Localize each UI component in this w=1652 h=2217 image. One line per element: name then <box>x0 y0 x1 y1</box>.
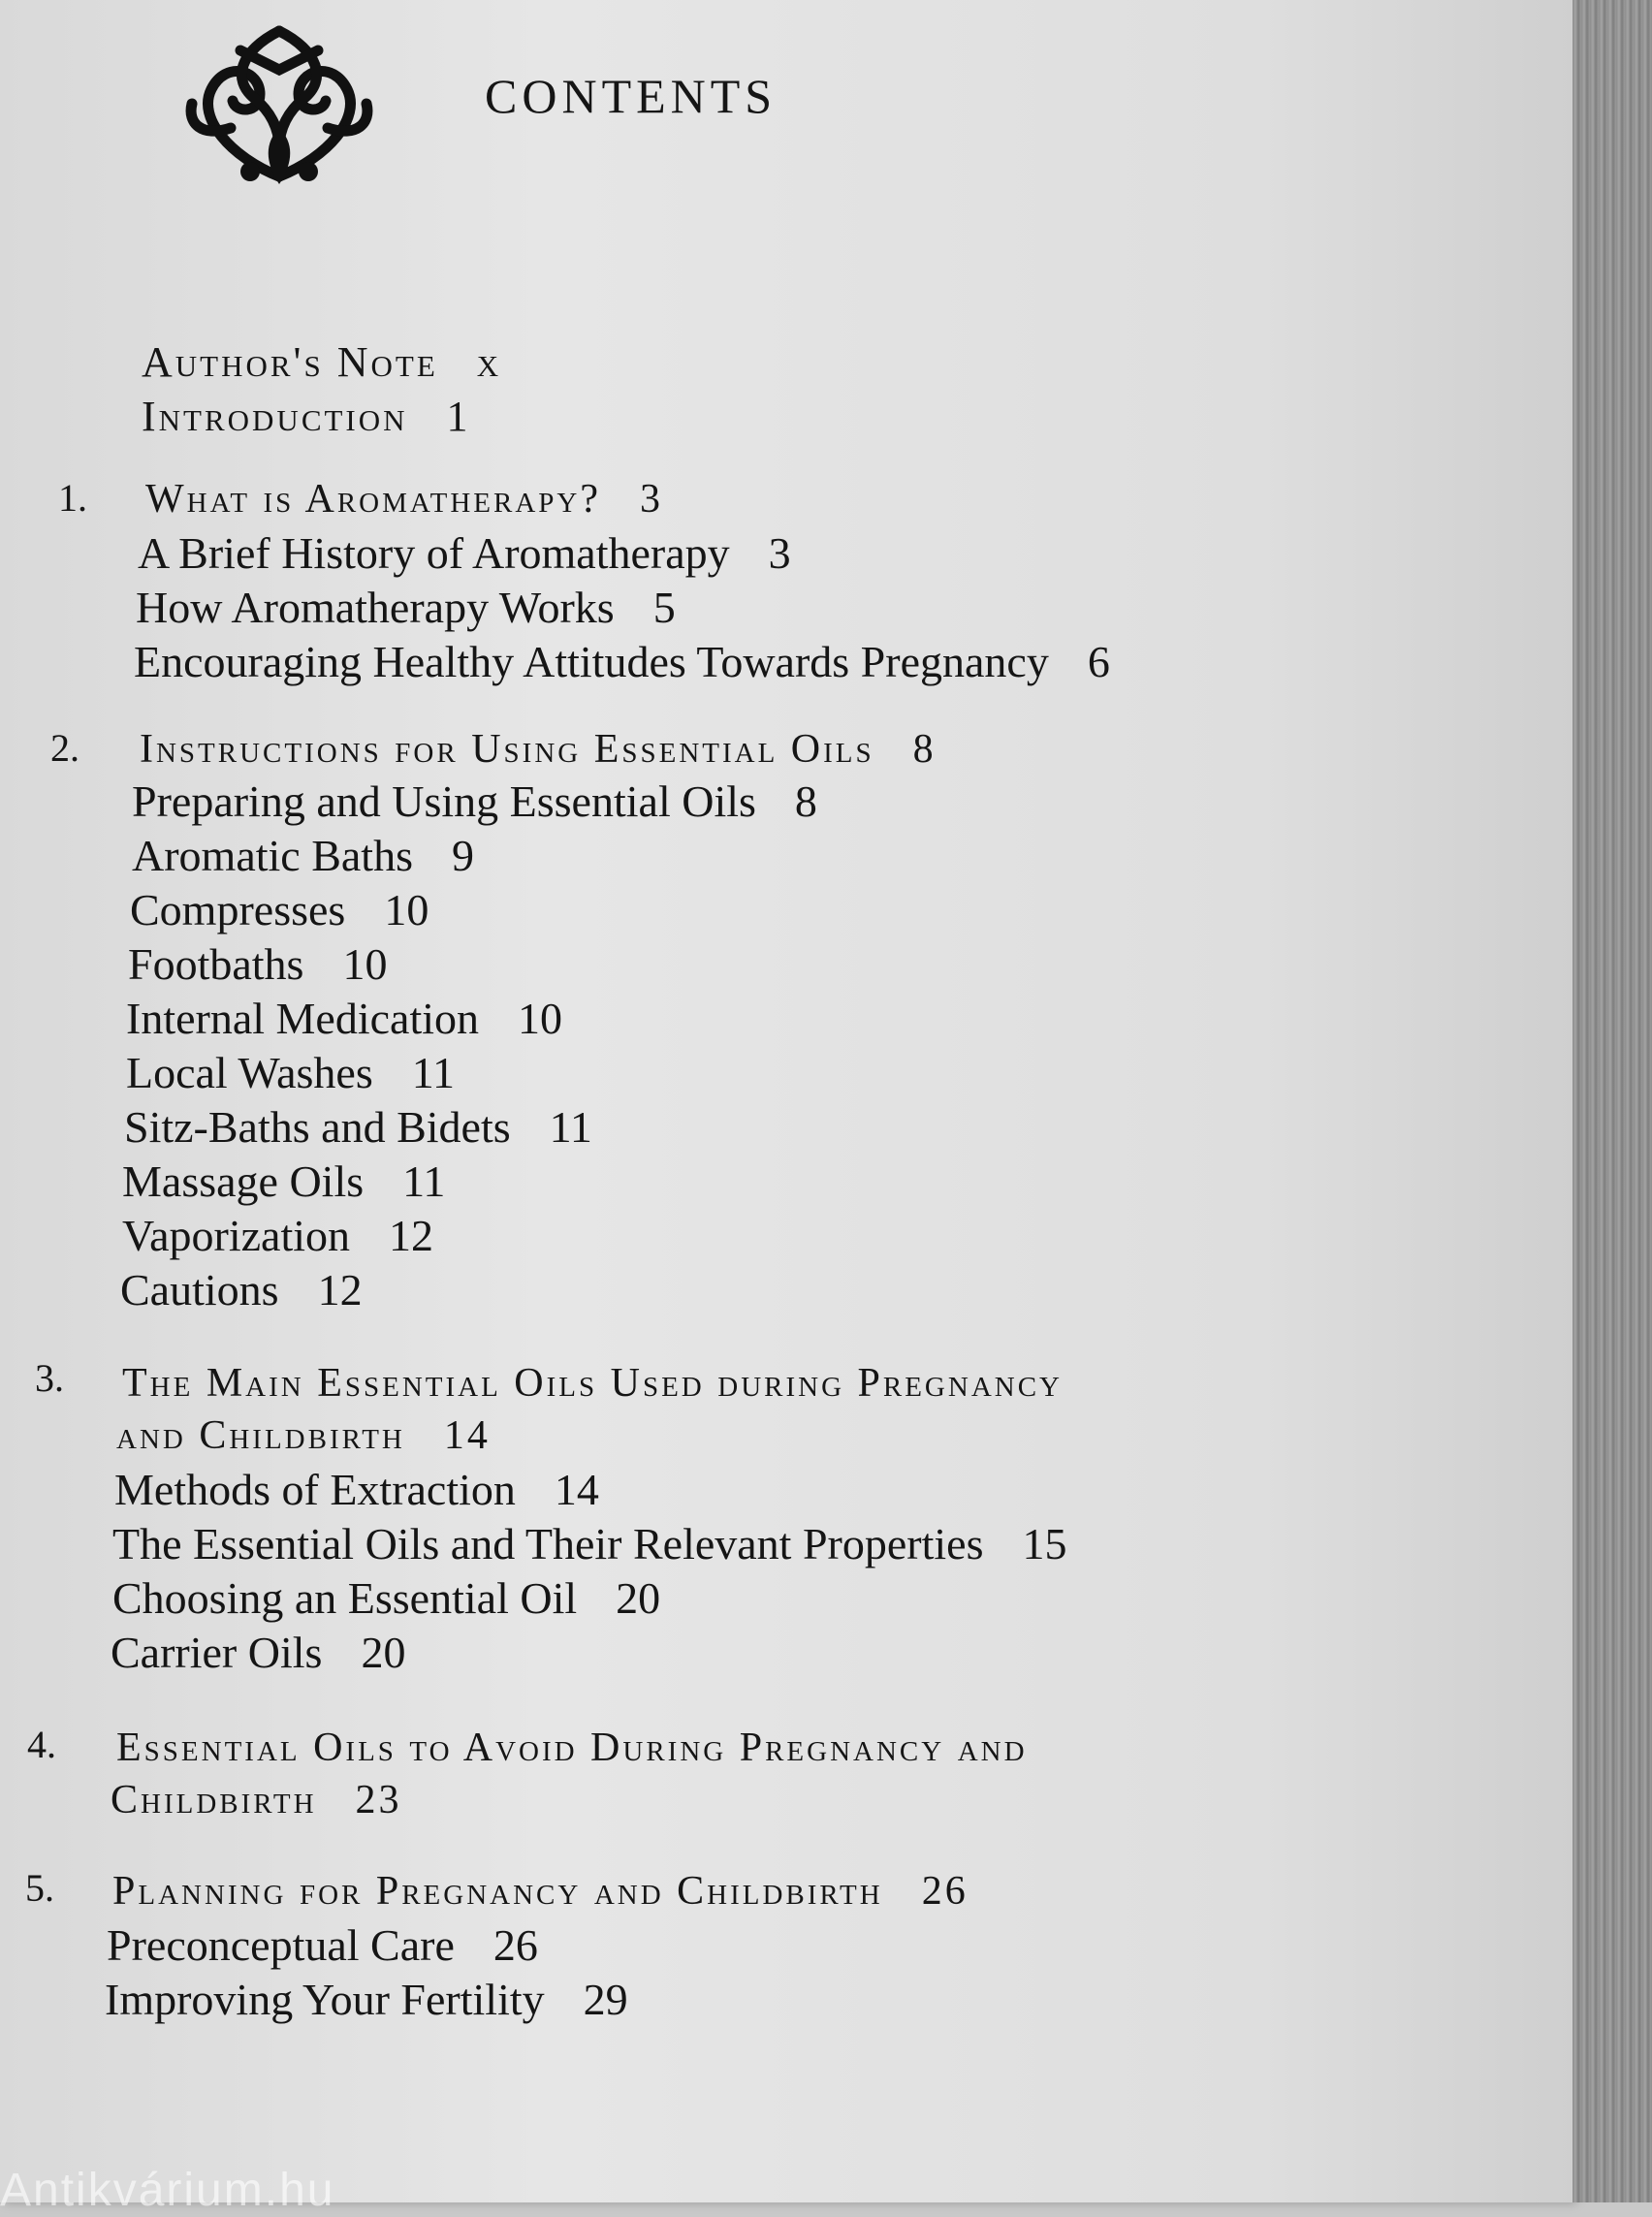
chapter-page: 8 <box>912 727 937 772</box>
chapter-title-line2: Childbirth <box>111 1778 317 1822</box>
toc-section <box>132 776 817 827</box>
toc-section <box>132 830 474 881</box>
toc-section <box>138 527 791 579</box>
toc-section <box>124 1101 592 1153</box>
section-title: Methods of Extraction <box>114 1465 516 1514</box>
toc-entry-authors-note <box>142 337 501 387</box>
section-title: Preparing and Using Essential Oils <box>132 776 756 826</box>
chapter-title-line2-row <box>111 1774 1028 1826</box>
section-page: 15 <box>1022 1519 1067 1568</box>
section-title: Cautions <box>120 1265 279 1314</box>
chapter-title <box>140 723 937 776</box>
section-title: Choosing an Essential Oil <box>112 1573 578 1623</box>
toc-entry-introduction <box>142 392 471 441</box>
section-title: Encouraging Healthy Attitudes Towards Pregnancy <box>134 637 1049 686</box>
chapter-page: 3 <box>640 477 663 522</box>
section-title: Improving Your Fertility <box>105 1975 545 2024</box>
toc-section <box>114 1464 599 1515</box>
section-title: Carrier Oils <box>111 1628 323 1677</box>
section-title: The Essential Oils and Their Relevant Properties <box>112 1519 984 1568</box>
page-title: CONTENTS <box>485 69 778 123</box>
chapter-title <box>111 1722 1028 1826</box>
section-page: 12 <box>317 1265 363 1314</box>
section-page: 11 <box>402 1156 446 1206</box>
section-title: Sitz-Baths and Bidets <box>124 1102 511 1152</box>
section-page: 11 <box>549 1102 592 1152</box>
toc-section <box>128 938 387 990</box>
toc-section <box>112 1518 1066 1569</box>
section-title: Massage Oils <box>122 1156 365 1206</box>
toc-section <box>130 884 429 935</box>
section-page: 8 <box>794 776 817 826</box>
section-page: 9 <box>452 831 474 880</box>
entry-page: 1 <box>446 393 471 440</box>
section-page: 12 <box>389 1211 434 1260</box>
section-page: 20 <box>616 1573 661 1623</box>
toc-section <box>134 636 1110 687</box>
chapter-number: 3. <box>35 1356 64 1400</box>
chapter-title <box>112 1865 969 1917</box>
section-page: 11 <box>411 1048 456 1097</box>
watermark-text: Antikvárium.hu <box>0 2165 335 2216</box>
toc-section <box>111 1627 405 1678</box>
chapter-title <box>145 473 663 525</box>
chapter-title-line2-row <box>116 1409 1063 1462</box>
chapter-page: 14 <box>443 1413 491 1458</box>
section-page: 26 <box>492 1920 538 1970</box>
book-page-edges <box>1573 0 1652 2202</box>
section-page: 20 <box>361 1628 406 1677</box>
section-page: 10 <box>342 939 388 989</box>
chapter-title-line1: The Main Essential Oils Used during Pregnancy <box>122 1361 1063 1406</box>
chapter-title-text: What is Aromatherapy? <box>145 477 601 522</box>
section-title: Vaporization <box>122 1211 351 1260</box>
section-page: 5 <box>652 583 676 632</box>
toc-section <box>122 1210 433 1261</box>
chapter-title-text: Instructions for Using Essential Oils <box>140 727 874 772</box>
chapter-number: 2. <box>50 726 79 770</box>
section-page: 10 <box>384 885 429 934</box>
toc-section <box>107 1919 538 1971</box>
chapter-number: 5. <box>25 1866 54 1910</box>
section-page: 3 <box>768 528 791 578</box>
section-page: 14 <box>554 1465 599 1514</box>
chapter-page: 23 <box>355 1778 402 1822</box>
toc-section <box>126 1047 455 1098</box>
chapter-title <box>116 1357 1063 1462</box>
chapter-title-text: Planning for Pregnancy and Childbirth <box>112 1869 883 1914</box>
toc-section <box>122 1156 445 1207</box>
ornament-icon <box>173 12 386 196</box>
section-title: Compresses <box>130 885 346 934</box>
entry-title: Author's Note <box>142 338 438 386</box>
toc-section <box>136 582 676 633</box>
chapter-page: 26 <box>921 1869 969 1914</box>
section-title: Local Washes <box>126 1048 373 1097</box>
toc-section <box>105 1974 628 2025</box>
section-title: How Aromatherapy Works <box>136 583 615 632</box>
section-title: Aromatic Baths <box>132 831 413 880</box>
entry-title: Introduction <box>142 393 408 440</box>
toc-section <box>112 1572 660 1624</box>
section-title: Footbaths <box>128 939 304 989</box>
chapter-title-line2: and Childbirth <box>116 1413 405 1458</box>
toc-section <box>120 1264 363 1315</box>
section-title: Preconceptual Care <box>107 1920 455 1970</box>
chapter-title-line1: Essential Oils to Avoid During Pregnancy and <box>116 1726 1028 1770</box>
section-title: Internal Medication <box>126 994 480 1043</box>
section-page: 6 <box>1087 637 1110 686</box>
section-title: A Brief History of Aromatherapy <box>138 528 730 578</box>
section-page: 29 <box>583 1975 628 2024</box>
chapter-number: 1. <box>58 476 87 520</box>
entry-page: x <box>476 338 502 386</box>
section-page: 10 <box>518 994 563 1043</box>
toc-section <box>126 993 562 1044</box>
chapter-number: 4. <box>27 1723 56 1766</box>
